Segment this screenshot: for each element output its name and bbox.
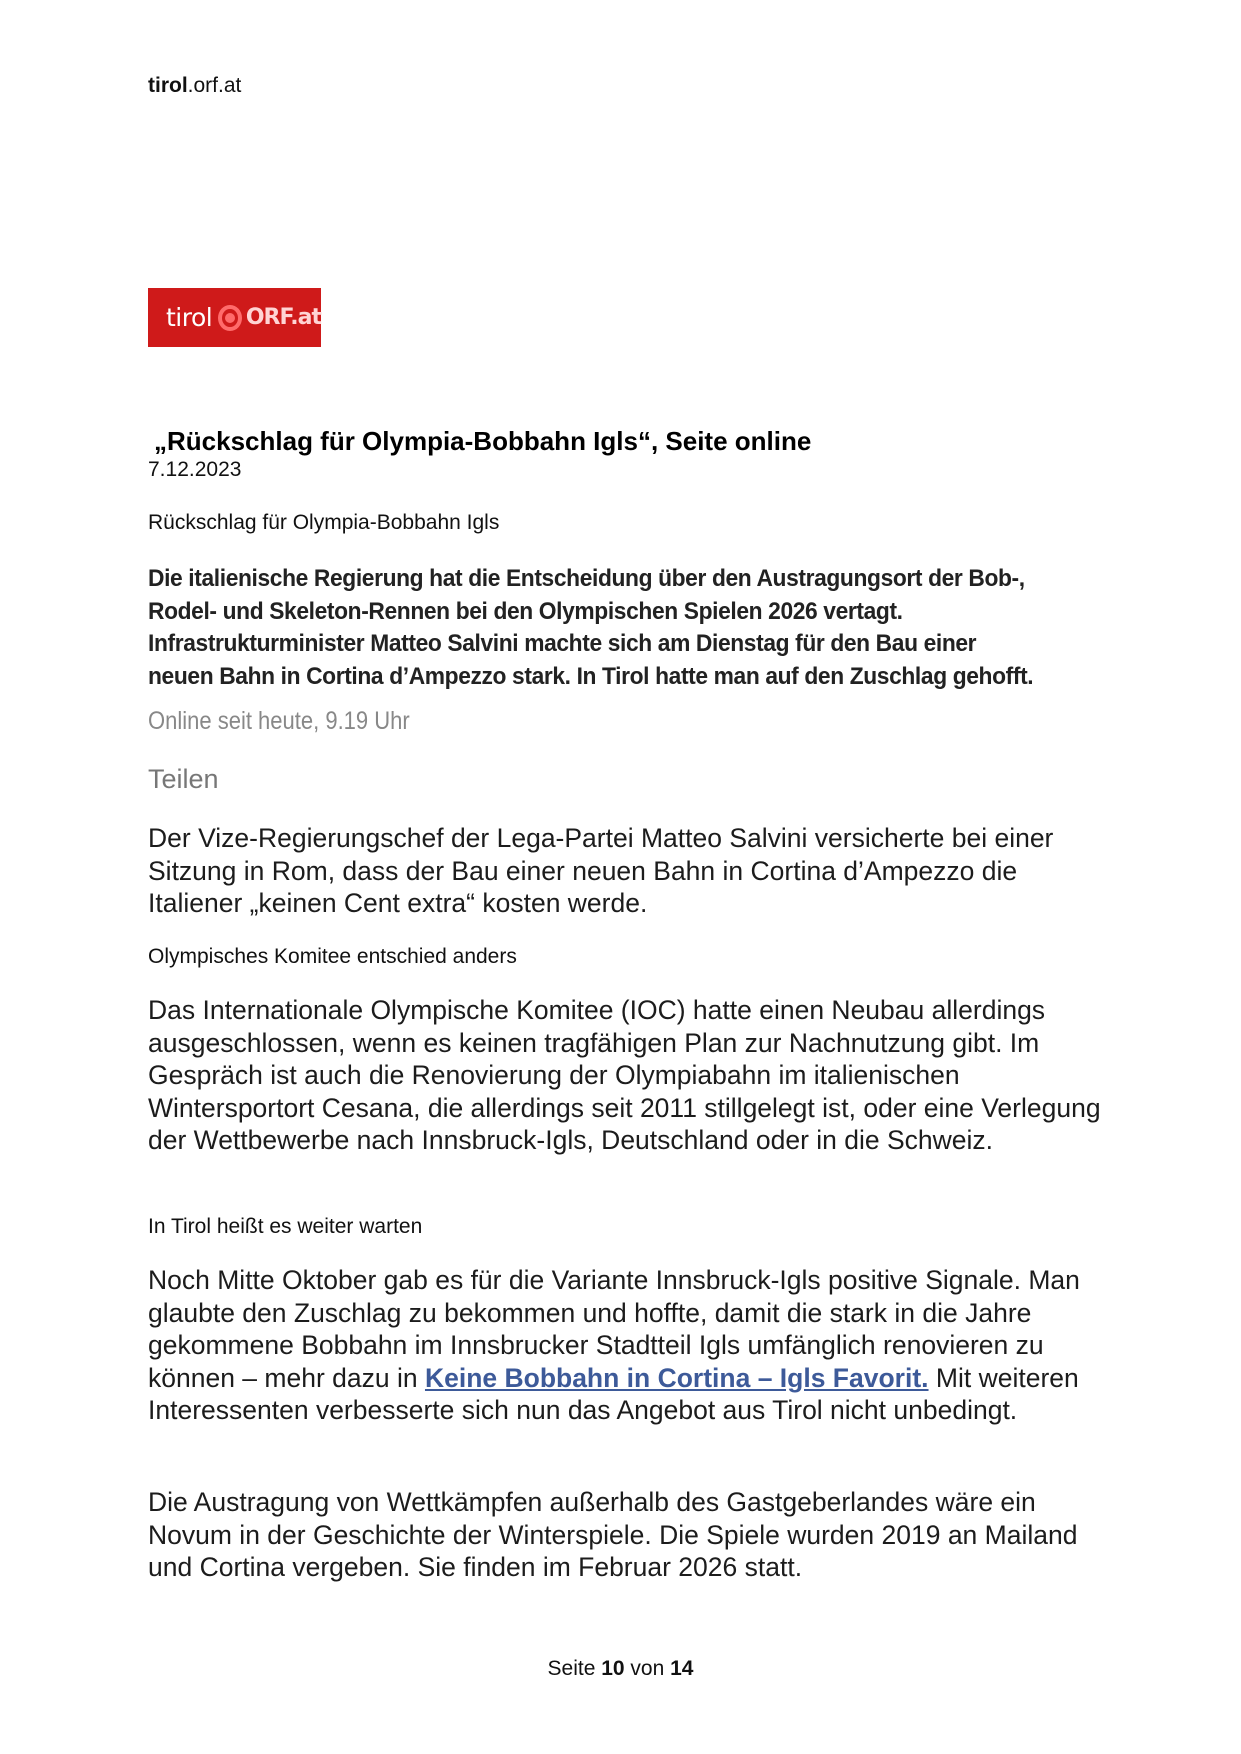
article-date: 7.12.2023 (148, 458, 242, 481)
article-lead: Die italienische Regierung hat die Entscheidung über den Austragungsort der Bob-, Rodel- und Skeleton-Rennen bei den Olympischen Spielen 2026 vertagt. Infrastrukturminister Matteo Salvini machte sich am Dienstag für den Bau einer neuen Bahn in Cortina d’Ampezzo stark. In Tirol hatte man auf den Zuschlag gehofft. (148, 565, 1034, 690)
paragraph-3-text-after: Mit weiteren Interessenten verbesserte sich nun das Angebot aus Tirol nicht unbedingt. (148, 1362, 1079, 1425)
source-domain-bold: tirol (148, 74, 188, 97)
article-subtitle: Rückschlag für Olympia-Bobbahn Igls (148, 511, 500, 534)
related-article-link[interactable]: Keine Bobbahn in Cortina – Igls Favorit. (424, 1362, 929, 1393)
article-headline: „Rückschlag für Olympia-Bobbahn Igls“, Seite online (154, 426, 812, 456)
logo-tirol-text: tirol (166, 303, 213, 332)
article-paragraph-2: Das Internationale Olympische Komitee (IOC) hatte einen Neubau allerdings ausgeschlossen, wenn es keinen tragfähigen Plan zur Nachnutzung gibt. Im Gespräch ist auch die Renovierung der Olympiabahn im italienischen Wintersportort Cesana, die allerdings seit 2011 stillgelegt ist, oder eine Verlegung der Wettbewerbe nach Innsbruck-Igls, Deutschland oder in die Schweiz. (148, 995, 1101, 1155)
footer-current-page: 10 (601, 1657, 625, 1680)
article-paragraph-4: Die Austragung von Wettkämpfen außerhalb des Gastgeberlandes wäre ein Novum in der Geschichte der Winterspiele. Die Spiele wurden 2019 an Mailand und Cortina vergeben. Sie finden im Februar 2026 statt. (148, 1487, 1078, 1582)
paragraph-3-text-before: Noch Mitte Oktober gab es für die Variante Innsbruck-Igls positive Signale. Man glaubte den Zuschlag zu bekommen und hoffte, damit die stark in die Jahre gekommene Bobbahn im Innsbrucker Stadtteil Igls umfänglich renovieren zu können – mehr dazu in (148, 1265, 1080, 1393)
article-paragraph-1: Der Vize-Regierungschef der Lega-Partei Matteo Salvini versicherte bei einer Sitzung in Rom, dass der Bau einer neuen Bahn in Cortina d’Ampezzo die Italiener „keinen Cent extra“ kosten werde. (148, 823, 1054, 918)
share-label: Teilen (148, 764, 219, 794)
footer-total-pages: 14 (670, 1657, 694, 1680)
orf-eye-icon (218, 305, 242, 331)
source-domain-rest: .orf.at (187, 74, 242, 97)
article-subheading-1: Olympisches Komitee entschied anders (148, 945, 517, 968)
source-domain (148, 74, 241, 98)
orf-tirol-logo (148, 288, 321, 347)
page-number-footer (0, 1657, 1241, 1681)
logo-orf-text: ORF.at (245, 305, 321, 330)
footer-middle: von (624, 1657, 671, 1680)
footer-prefix: Seite (547, 1657, 602, 1680)
article-paragraph-3 (148, 1264, 1108, 1427)
article-timestamp: Online seit heute, 9.19 Uhr (148, 707, 410, 735)
article-subheading-2: In Tirol heißt es weiter warten (148, 1215, 423, 1238)
